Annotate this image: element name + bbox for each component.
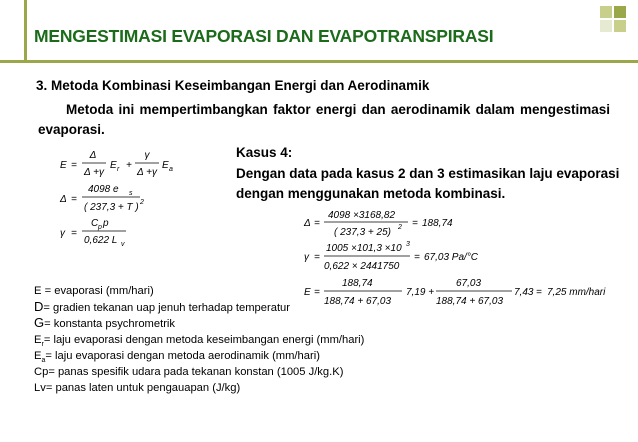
definition-item: E = evaporasi (mm/hari) — [34, 285, 154, 297]
svg-text:2: 2 — [398, 224, 402, 231]
formula-gamma — [60, 214, 230, 251]
svg-text:=: = — [314, 287, 320, 298]
formula-gamma-num: γ — [144, 150, 150, 161]
header-vertical-rule — [24, 0, 27, 62]
formula-e-left: E — [60, 160, 67, 171]
formula-er-sub: r — [117, 166, 120, 173]
formula-er: E — [110, 160, 117, 171]
svg-text:=: = — [314, 252, 320, 263]
calc-e-left: E — [304, 287, 311, 298]
formula-den2: Δ +γ — [137, 167, 157, 178]
calc-delta-result: 188,74 — [422, 218, 453, 229]
definition-item: Cp= panas spesifik udara pada tekanan konstan (1005 J/kg.K) — [34, 365, 344, 378]
formula-den1: Δ +γ — [84, 167, 104, 178]
formula-equals: = — [71, 160, 77, 171]
svg-text:2: 2 — [140, 199, 144, 206]
formula-combination — [60, 148, 230, 183]
calc-e-mult2: 7,43 — [514, 287, 534, 298]
svg-text:=: = — [71, 228, 77, 239]
svg-text:3: 3 — [406, 241, 410, 248]
svg-text:=: = — [414, 252, 420, 263]
kasus-description: Dengan data pada kasus 2 dan 3 estimasikan laju evaporasi dengan menggunakan metoda kombinasi. — [236, 166, 620, 201]
formula-delta-num: Δ — [89, 150, 97, 161]
formula-plus: + — [126, 160, 132, 171]
svg-text:=: = — [412, 218, 418, 229]
calc-delta-numerator: 4098 ×3168,82 — [328, 210, 396, 221]
header-horizontal-rule — [0, 60, 638, 63]
formula-gamma-numerator: C — [91, 218, 99, 229]
corner-square — [600, 6, 612, 18]
definition-item: Lv= panas laten untuk pengauapan (J/kg) — [34, 382, 241, 395]
calc-e-result: 7,25 mm/hari — [547, 287, 606, 298]
section-intro: Metoda ini mempertimbangkan faktor energi dan aerodinamik dalam mengestimasi evaporasi. — [38, 102, 610, 137]
calc-gamma-left: γ — [304, 252, 309, 263]
calc-e-den1: 188,74 + 67,03 — [324, 296, 392, 307]
svg-text:=: = — [314, 218, 320, 229]
svg-text:=: = — [71, 194, 77, 205]
definitions-list — [34, 283, 364, 396]
definition-item: D= gradien tekanan uap jenuh terhadap temperatur — [34, 299, 291, 315]
svg-text:=: = — [536, 287, 542, 298]
formula-ea-sub: a — [169, 166, 173, 173]
formula-delta-numerator: 4098 e — [88, 184, 119, 195]
formula-gamma-denominator: 0,622 L — [84, 235, 118, 246]
calc-delta-left: Δ — [304, 218, 311, 229]
formula-delta-denominator: ( 237,3 + T ) — [84, 202, 139, 213]
svg-text:p: p — [98, 224, 102, 231]
corner-square — [614, 20, 626, 32]
svg-text:p: p — [103, 218, 109, 229]
corner-square — [614, 6, 626, 18]
formula-delta-left: Δ — [60, 194, 67, 205]
corner-square — [600, 20, 612, 32]
calc-e-mult1: 7,19 + — [406, 287, 435, 298]
formula-gamma-left: γ — [60, 228, 65, 239]
calc-gamma — [304, 240, 544, 277]
definition-item: $E_a=$ laju evaporasi dengan metoda aerodinamik (mm/hari) — [34, 349, 320, 364]
calc-gamma-numerator: 1005 ×101,3 ×10 — [326, 243, 402, 254]
calc-e-den2: 188,74 + 67,03 — [436, 296, 504, 307]
svg-text:v: v — [121, 241, 125, 248]
definition-item: $E_r=$ laju evaporasi dengan metoda keseimbangan energi (mm/hari) — [34, 333, 365, 348]
svg-text:s: s — [129, 190, 133, 197]
calc-gamma-denominator: 0,622 × 2441750 — [324, 261, 400, 272]
formula-ea: E — [162, 160, 169, 171]
definition-item: G= konstanta psychrometrik — [34, 315, 176, 331]
calc-gamma-result: 67,03 Pa/°C — [424, 252, 479, 263]
calc-e-num2: 67,03 — [456, 278, 482, 289]
kasus-title: Kasus 4: — [236, 145, 293, 160]
page-title: MENGESTIMASI EVAPORASI DAN EVAPOTRANSPIRASI — [34, 26, 494, 46]
calc-e-num1: 188,74 — [342, 278, 373, 289]
calc-delta-denominator: ( 237,3 + 25) — [334, 227, 391, 238]
section-heading: 3. Metoda Kombinasi Keseimbangan Energi dan Aerodinamik — [36, 78, 430, 93]
